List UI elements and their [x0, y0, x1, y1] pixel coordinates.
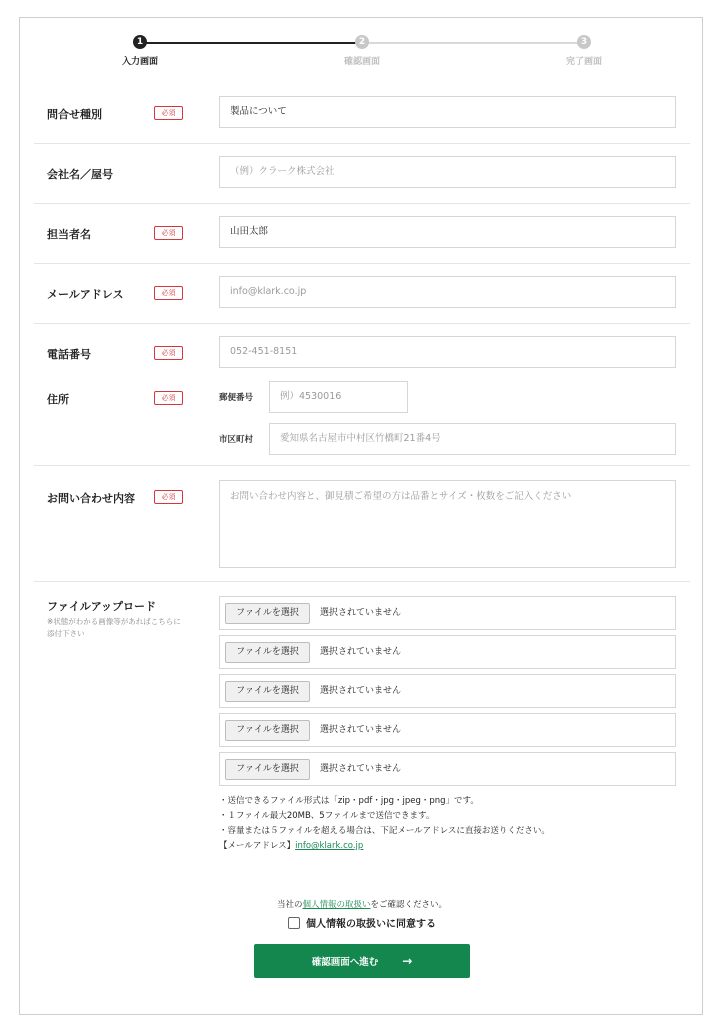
required-badge: 必須	[154, 346, 183, 360]
row-email	[34, 264, 690, 324]
zip-input[interactable]: 例）4530016	[269, 381, 408, 413]
required-badge: 必須	[154, 391, 183, 405]
progress-stepper	[20, 18, 704, 88]
arrow-right-icon: →	[402, 954, 413, 968]
city-input[interactable]: 愛知県名古屋市中村区竹橋町21番4号	[269, 423, 676, 455]
row-phone	[34, 324, 690, 374]
row-file-upload	[34, 582, 690, 792]
note-line: ・容量または５ファイルを超える場合は、下記メールアドレスに直接お送りください。	[219, 826, 550, 836]
person-input[interactable]: 山田太郎	[219, 216, 676, 248]
step-label: 確認画面	[343, 57, 380, 67]
privacy-policy-link[interactable]: 個人情報の取扱い	[302, 900, 371, 910]
file-input-1	[219, 596, 676, 630]
row-inquiry	[34, 466, 690, 582]
row-inquiry-type	[34, 84, 690, 144]
step-number: 3	[577, 35, 591, 49]
phone-input[interactable]: 052-451-8151	[219, 336, 676, 368]
note-line: ・送信できるファイル形式は「zip・pdf・jpg・jpeg・png」です。	[219, 796, 479, 806]
row-person	[34, 204, 690, 264]
city-label: 市区町村	[219, 435, 254, 445]
email-input[interactable]: info@klark.co.jp	[219, 276, 676, 308]
privacy-confirm-text	[20, 898, 704, 910]
field-label: お問い合わせ内容	[47, 492, 135, 505]
required-badge: 必須	[154, 286, 183, 300]
file-status: 選択されていません	[320, 647, 402, 657]
inquiry-textarea[interactable]: お問い合わせ内容と、御見積ご希望の方は品番とサイズ・枚数をご記入ください	[219, 480, 676, 568]
confirm-button[interactable]	[254, 944, 470, 978]
file-status: 選択されていません	[320, 725, 402, 735]
file-status: 選択されていません	[320, 764, 402, 774]
choose-file-button[interactable]: ファイルを選択	[225, 681, 310, 702]
zip-label: 郵便番号	[219, 393, 254, 403]
choose-file-button[interactable]: ファイルを選択	[225, 720, 310, 741]
field-label: ファイルアップロード	[47, 600, 157, 613]
step-number: 1	[133, 35, 147, 49]
row-company	[34, 144, 690, 204]
file-input-5	[219, 752, 676, 786]
company-input[interactable]: （例）クラーク株式会社	[219, 156, 676, 188]
field-label: 電話番号	[47, 348, 91, 361]
email-link[interactable]: info@klark.co.jp	[295, 841, 364, 851]
step-confirm	[302, 35, 422, 67]
choose-file-button[interactable]: ファイルを選択	[225, 642, 310, 663]
field-label: 会社名／屋号	[47, 168, 113, 181]
field-label: 問合せ種別	[47, 108, 102, 121]
upload-notes	[219, 794, 550, 854]
privacy-agree-label[interactable]: 個人情報の取扱いに同意する	[306, 919, 436, 930]
row-address	[34, 374, 690, 466]
file-input-3	[219, 674, 676, 708]
choose-file-button[interactable]: ファイルを選択	[225, 759, 310, 780]
required-badge: 必須	[154, 106, 183, 120]
privacy-suffix: をご確認ください。	[370, 900, 448, 910]
file-input-2	[219, 635, 676, 669]
privacy-agree[interactable]	[20, 915, 704, 930]
choose-file-button[interactable]: ファイルを選択	[225, 603, 310, 624]
step-label: 完了画面	[565, 57, 602, 67]
field-label: 住所	[47, 393, 69, 406]
field-label: 担当者名	[47, 228, 91, 241]
file-input-4	[219, 713, 676, 747]
inquiry-type-select[interactable]: 製品について	[219, 96, 676, 128]
step-complete	[524, 35, 644, 67]
note-line: ・１ファイル最大20MB、5ファイルまで送信できます。	[219, 811, 435, 821]
email-prefix: 【メールアドレス】	[219, 841, 296, 851]
file-status: 選択されていません	[320, 608, 402, 618]
step-input	[80, 35, 200, 67]
required-badge: 必須	[154, 226, 183, 240]
file-status: 選択されていません	[320, 686, 402, 696]
step-number: 2	[355, 35, 369, 49]
upload-note: ※状態がわかる画像等があればこちらに添付下さい	[47, 617, 181, 638]
step-label: 入力画面	[121, 57, 158, 67]
confirm-button-label: 確認画面へ進む	[311, 957, 379, 968]
form-container	[19, 17, 703, 1015]
note-email-line	[219, 839, 550, 854]
required-badge: 必須	[154, 490, 183, 504]
privacy-prefix: 当社の	[276, 900, 303, 910]
field-label: メールアドレス	[47, 288, 124, 301]
privacy-agree-checkbox[interactable]	[288, 917, 300, 929]
